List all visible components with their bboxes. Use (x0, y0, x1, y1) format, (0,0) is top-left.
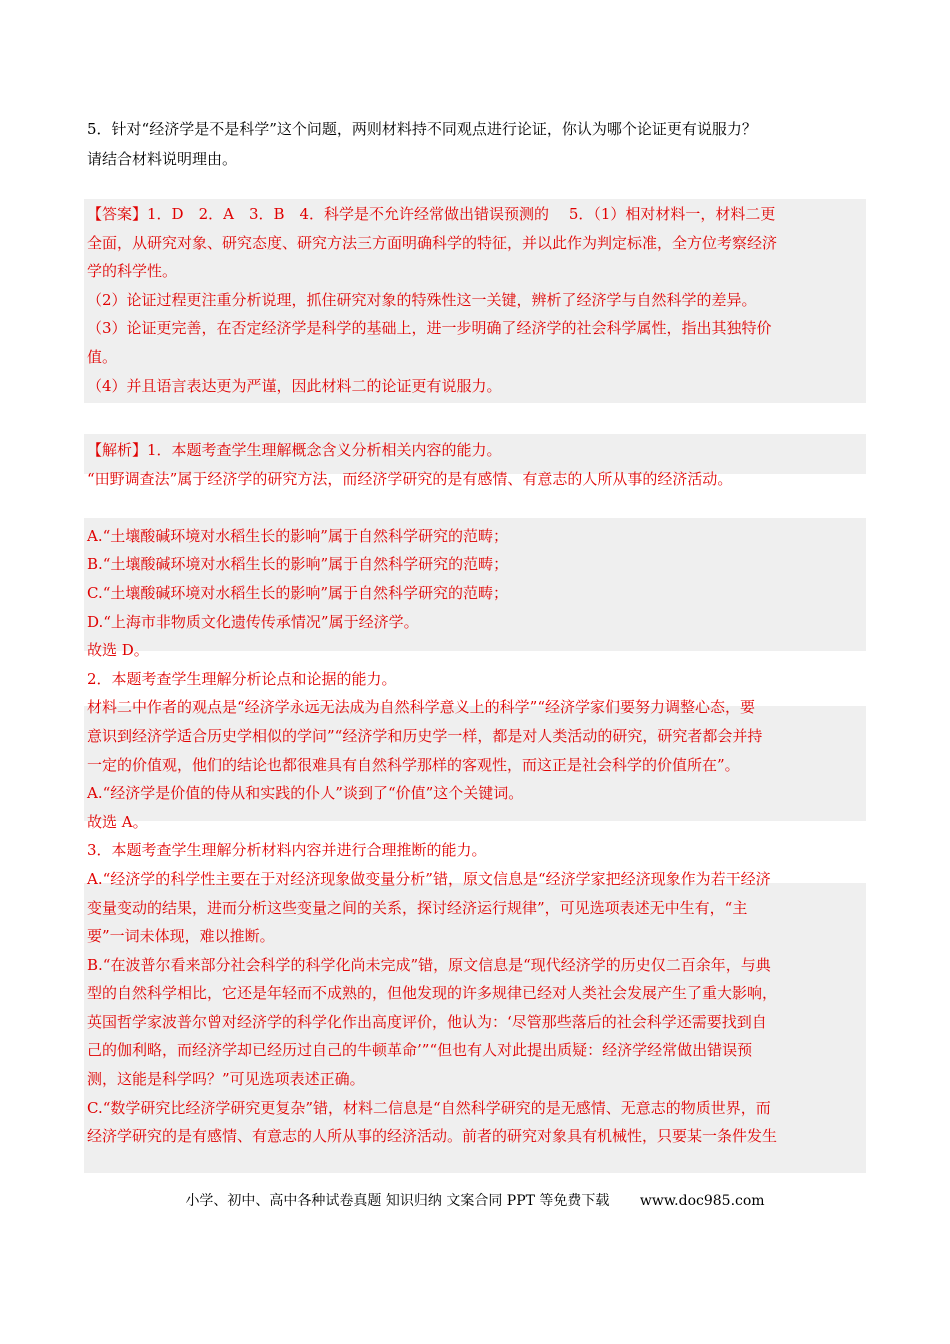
analysis-line: 3．本题考查学生理解分析材料内容并进行合理推断的能力。 (87, 841, 487, 860)
analysis-line: 意识到经济学适合历史学相似的学问”“经济学和历史学一样，都是对人类活动的研究，研究者都会并持 (87, 726, 763, 745)
answer-line: （4）并且语言表达更为严谨，因此材料二的论证更有说服力。 (87, 376, 502, 395)
question-5-line-1: 5．针对“经济学是不是科学”这个问题，两则材料持不同观点进行论证，你认为哪个论证更有说服力？ (87, 120, 757, 138)
answer-line: 学的科学性。 (87, 262, 178, 281)
footer-link[interactable]: www.doc985.com (639, 1193, 765, 1209)
answer-line: 全面，从研究对象、研究态度、研究方法三方面明确科学的特征，并以此作为判定标准，全方位考察经济 (87, 233, 778, 252)
analysis-line: 一定的价值观，他们的结论也都很难具有自然科学那样的客观性，而这正是社会科学的价值所在”。 (87, 755, 740, 774)
analysis-line: C.“土壤酸碱环境对水稻生长的影响”属于自然科学研究的范畴； (87, 583, 509, 602)
page-footer (0, 1190, 950, 1210)
answer-block (87, 200, 867, 400)
question-5-line-2: 请结合材料说明理由。 (87, 150, 238, 168)
analysis-line: “田野调查法”属于经济学的研究方法，而经济学研究的是有感情、有意志的人所从事的经济活动。 (87, 469, 733, 488)
answer-line: （2）论证过程更注重分析说理，抓住研究对象的特殊性这一关键，辨析了经济学与自然科学的差异。 (87, 290, 757, 309)
analysis-line: B.“土壤酸碱环境对水稻生长的影响”属于自然科学研究的范畴； (87, 555, 509, 574)
analysis-line: 型的自然科学相比，它还是年轻而不成熟的，但他发现的许多规律已经对人类社会发展产生了重大影响， (87, 984, 778, 1003)
analysis-line: 变量变动的结果，进而分析这些变量之间的关系，探讨经济运行规律”，可见选项表述无中生有，“主 (87, 898, 748, 917)
analysis-line: 己的伽利略，而经济学却已经历过自己的牛顿革命’”“但也有人对此提出质疑：经济学经常做出错误预 (87, 1041, 753, 1060)
analysis-line: B.“在波普尔看来部分社会科学的科学化尚未完成”错，原文信息是“现代经济学的历史仅二百余年，与典 (87, 955, 771, 974)
analysis-line: D.“上海市非物质文化遗传传承情况”属于经济学。 (87, 612, 419, 631)
answer-line: （3）论证更完善，在否定经济学是科学的基础上，进一步明确了经济学的社会科学属性，指出其独特价 (87, 319, 772, 338)
analysis-line: 2．本题考查学生理解分析论点和论据的能力。 (87, 669, 397, 688)
question-5 (87, 114, 867, 174)
analysis-line: A.“经济学是价值的侍从和实践的仆人”谈到了“价值”这个关键词。 (87, 784, 524, 803)
analysis-blank-line (87, 493, 867, 522)
analysis-line: 故选 A。 (87, 812, 148, 831)
analysis-line: A.“土壤酸碱环境对水稻生长的影响”属于自然科学研究的范畴； (87, 526, 508, 545)
analysis-line: 测，这能是科学吗？”可见选项表述正确。 (87, 1070, 365, 1089)
analysis-block (87, 436, 867, 1151)
answer-line: 【答案】1．D 2．A 3．B 4．科学是不允许经常做出错误预测的 5．（1）相对材料一，材料二更 (87, 205, 776, 223)
analysis-line: A.“经济学的科学性主要在于对经济现象做变量分析”错，原文信息是“经济学家把经济现象作为若干经济 (87, 869, 771, 888)
analysis-line: 经济学研究的是有感情、有意志的人所从事的经济活动。前者的研究对象具有机械性，只要某一条件发生 (87, 1127, 778, 1146)
analysis-line: 【解析】1．本题考查学生理解概念含义分析相关内容的能力。 (87, 441, 502, 459)
analysis-line: C.“数学研究比经济学研究更复杂”错，材料二信息是“自然科学研究的是无感情、无意志的物质世界，而 (87, 1098, 771, 1117)
footer-text: 小学、初中、高中各种试卷真题 知识归纳 文案合同 PPT 等免费下载 (185, 1193, 610, 1209)
answer-line: 值。 (87, 347, 118, 366)
analysis-line: 材料二中作者的观点是“经济学永远无法成为自然科学意义上的科学”“经济学家们要努力调整心态，要 (87, 698, 756, 717)
analysis-line: 英国哲学家波普尔曾对经济学的科学化作出高度评价，他认为：‘尽管那些落后的社会科学还需要找到自 (87, 1012, 767, 1031)
analysis-line: 故选 D。 (87, 641, 149, 660)
analysis-line: 要”一词未体现，难以推断。 (87, 927, 275, 946)
